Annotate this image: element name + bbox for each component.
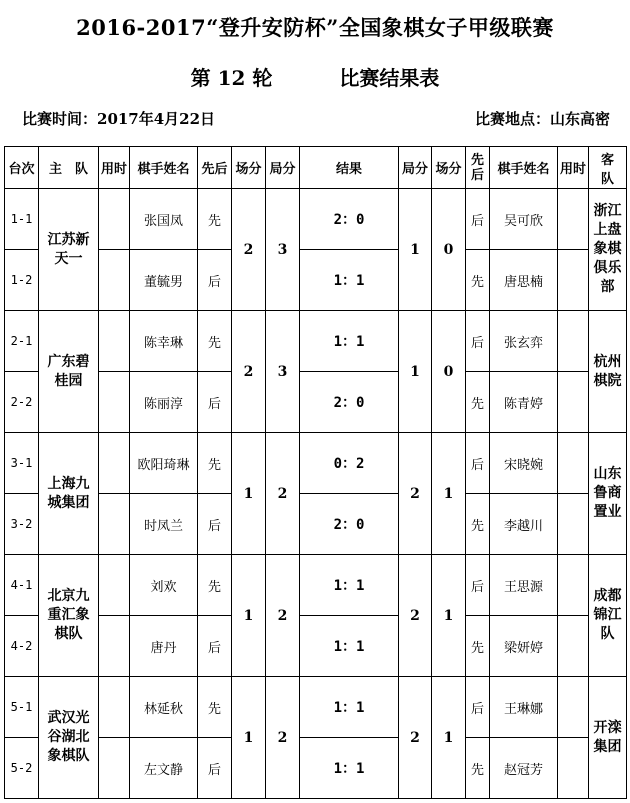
col-home-player: 棋手姓名: [130, 147, 198, 189]
home-side: 后: [198, 250, 232, 311]
away-side: 后: [466, 677, 490, 738]
board-result: 1：1: [300, 555, 399, 616]
home-team: 江苏新天一: [39, 189, 99, 311]
table-row: [5, 738, 627, 799]
home-player: 陈幸琳: [130, 311, 198, 372]
col-home-match-pts: 场分: [232, 147, 266, 189]
away-time: [558, 616, 589, 677]
col-board: 台次: [5, 147, 39, 189]
away-team: 开滦集团: [589, 677, 627, 799]
away-player: 赵冠芳: [490, 738, 558, 799]
away-game-points: 1: [399, 311, 432, 433]
away-time: [558, 372, 589, 433]
table-row: [5, 433, 627, 494]
match-venue: 比赛地点：山东高密: [474, 110, 610, 128]
board-number: 1-1: [5, 189, 39, 250]
table-row: [5, 616, 627, 677]
board-number: 5-2: [5, 738, 39, 799]
board-result: 0：2: [300, 433, 399, 494]
home-time: [99, 616, 130, 677]
home-time: [99, 250, 130, 311]
away-side: 先: [466, 738, 490, 799]
away-side: 先: [466, 250, 490, 311]
away-time: [558, 555, 589, 616]
table-row: [5, 555, 627, 616]
home-match-points: 1: [232, 677, 266, 799]
col-home-team: 主 队: [39, 147, 99, 189]
home-team: 武汉光谷湖北象棋队: [39, 677, 99, 799]
board-result: 2：0: [300, 494, 399, 555]
away-team: 山东鲁商置业: [589, 433, 627, 555]
home-match-points: 1: [232, 433, 266, 555]
away-player: 李越川: [490, 494, 558, 555]
home-time: [99, 555, 130, 616]
board-number: 2-2: [5, 372, 39, 433]
home-game-points: 2: [266, 555, 300, 677]
board-number: 4-1: [5, 555, 39, 616]
match-date: 比赛时间：2017年4月22日: [22, 110, 216, 128]
home-time: [99, 433, 130, 494]
board-result: 1：1: [300, 616, 399, 677]
home-team: 上海九城集团: [39, 433, 99, 555]
home-match-points: 2: [232, 311, 266, 433]
away-player: 王琳娜: [490, 677, 558, 738]
away-side: 后: [466, 311, 490, 372]
col-away-team: 客 队: [589, 147, 627, 189]
table-row: [5, 250, 627, 311]
board-result: 1：1: [300, 677, 399, 738]
table-row: [5, 189, 627, 250]
home-time: [99, 494, 130, 555]
away-time: [558, 311, 589, 372]
away-team: 浙江上盘象棋俱乐部: [589, 189, 627, 311]
col-away-game-pts: 局分: [399, 147, 432, 189]
away-player: 梁妍婷: [490, 616, 558, 677]
board-number: 5-1: [5, 677, 39, 738]
away-time: [558, 738, 589, 799]
col-away-side: 先后: [466, 147, 490, 189]
board-number: 1-2: [5, 250, 39, 311]
home-player: 欧阳琦琳: [130, 433, 198, 494]
away-side: 后: [466, 433, 490, 494]
home-player: 时凤兰: [130, 494, 198, 555]
home-side: 先: [198, 311, 232, 372]
away-side: 先: [466, 494, 490, 555]
home-side: 后: [198, 494, 232, 555]
home-time: [99, 189, 130, 250]
away-player: 吴可欣: [490, 189, 558, 250]
home-side: 后: [198, 616, 232, 677]
col-home-side: 先后: [198, 147, 232, 189]
home-team: 北京九重汇象棋队: [39, 555, 99, 677]
away-side: 先: [466, 616, 490, 677]
home-side: 先: [198, 189, 232, 250]
away-team: 杭州棋院: [589, 311, 627, 433]
away-match-points: 1: [432, 677, 466, 799]
table-row: [5, 677, 627, 738]
home-team: 广东碧桂园: [39, 311, 99, 433]
away-player: 唐思楠: [490, 250, 558, 311]
col-away-player: 棋手姓名: [490, 147, 558, 189]
table-row: [5, 311, 627, 372]
col-away-time: 用时: [558, 147, 589, 189]
board-number: 3-2: [5, 494, 39, 555]
home-time: [99, 311, 130, 372]
home-side: 先: [198, 555, 232, 616]
col-home-game-pts: 局分: [266, 147, 300, 189]
away-player: 陈青婷: [490, 372, 558, 433]
home-match-points: 2: [232, 189, 266, 311]
col-away-match-pts: 场分: [432, 147, 466, 189]
page-title: 2016-2017“登升安防杯”全国象棋女子甲级联赛: [76, 15, 554, 40]
board-result: 2：0: [300, 189, 399, 250]
home-time: [99, 738, 130, 799]
board-result: 1：1: [300, 250, 399, 311]
home-game-points: 3: [266, 311, 300, 433]
results-table: [4, 146, 627, 799]
table-caption: 比赛结果表: [339, 66, 440, 90]
home-side: 后: [198, 738, 232, 799]
page-subtitle: [0, 62, 630, 91]
board-number: 2-1: [5, 311, 39, 372]
away-game-points: 1: [399, 189, 432, 311]
away-side: 后: [466, 555, 490, 616]
away-team: 成都锦江队: [589, 555, 627, 677]
home-player: 张国凤: [130, 189, 198, 250]
header-row: [5, 147, 627, 189]
home-player: 刘欢: [130, 555, 198, 616]
away-player: 张玄弈: [490, 311, 558, 372]
home-side: 后: [198, 372, 232, 433]
board-number: 3-1: [5, 433, 39, 494]
col-home-time: 用时: [99, 147, 130, 189]
board-result: 1：1: [300, 738, 399, 799]
board-number: 4-2: [5, 616, 39, 677]
home-player: 左文静: [130, 738, 198, 799]
board-result: 2：0: [300, 372, 399, 433]
away-game-points: 2: [399, 555, 432, 677]
away-match-points: 0: [432, 189, 466, 311]
home-match-points: 1: [232, 555, 266, 677]
board-result: 1：1: [300, 311, 399, 372]
away-player: 宋晓婉: [490, 433, 558, 494]
away-time: [558, 433, 589, 494]
home-game-points: 2: [266, 433, 300, 555]
table-row: [5, 372, 627, 433]
home-player: 陈丽淳: [130, 372, 198, 433]
away-player: 王思源: [490, 555, 558, 616]
home-side: 先: [198, 677, 232, 738]
home-player: 林延秋: [130, 677, 198, 738]
away-game-points: 2: [399, 677, 432, 799]
away-time: [558, 250, 589, 311]
home-side: 先: [198, 433, 232, 494]
away-time: [558, 189, 589, 250]
table-row: [5, 494, 627, 555]
away-time: [558, 494, 589, 555]
home-time: [99, 677, 130, 738]
round-label: 第 12 轮: [190, 66, 273, 90]
home-player: 董毓男: [130, 250, 198, 311]
away-side: 后: [466, 189, 490, 250]
away-time: [558, 677, 589, 738]
away-match-points: 0: [432, 311, 466, 433]
away-match-points: 1: [432, 555, 466, 677]
col-result: 结果: [300, 147, 399, 189]
results-body: [5, 189, 627, 799]
home-game-points: 3: [266, 189, 300, 311]
home-time: [99, 372, 130, 433]
away-side: 先: [466, 372, 490, 433]
home-game-points: 2: [266, 677, 300, 799]
away-match-points: 1: [432, 433, 466, 555]
away-game-points: 2: [399, 433, 432, 555]
home-player: 唐丹: [130, 616, 198, 677]
